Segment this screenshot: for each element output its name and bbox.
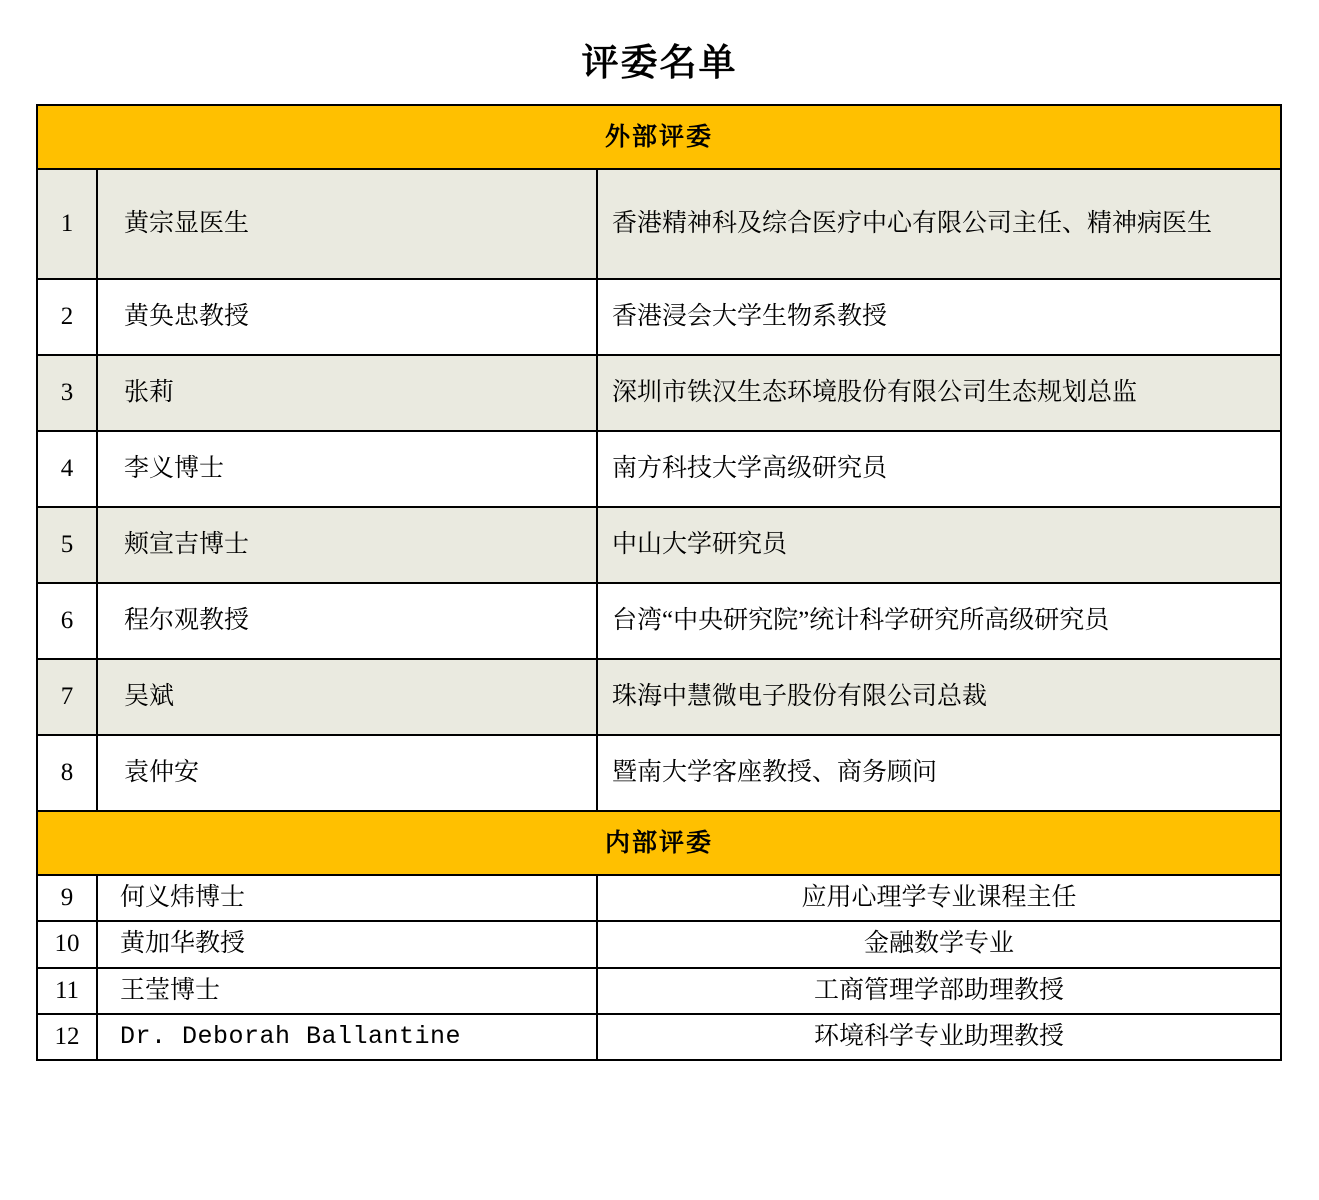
judges-table (36, 104, 1282, 1061)
row-description: 环境科学专业助理教授 (597, 1014, 1281, 1060)
row-number: 6 (37, 583, 97, 659)
row-description: 深圳市铁汉生态环境股份有限公司生态规划总监 (597, 355, 1281, 431)
row-number: 11 (37, 968, 97, 1014)
row-name: 何义炜博士 (97, 875, 597, 921)
row-number: 10 (37, 921, 97, 967)
row-number: 12 (37, 1014, 97, 1060)
row-description: 香港精神科及综合医疗中心有限公司主任、精神病医生 (597, 169, 1281, 279)
row-description: 金融数学专业 (597, 921, 1281, 967)
table-row (37, 431, 1281, 507)
row-description: 珠海中慧微电子股份有限公司总裁 (597, 659, 1281, 735)
row-name: 黄奂忠教授 (97, 279, 597, 355)
table-row (37, 279, 1281, 355)
row-name: 张莉 (97, 355, 597, 431)
table-row (37, 355, 1281, 431)
table-row (37, 1014, 1281, 1060)
row-description: 南方科技大学高级研究员 (597, 431, 1281, 507)
row-number: 2 (37, 279, 97, 355)
table-row (37, 583, 1281, 659)
row-number: 7 (37, 659, 97, 735)
row-description: 台湾“中央研究院”统计科学研究所高级研究员 (597, 583, 1281, 659)
row-number: 9 (37, 875, 97, 921)
row-name: 吴斌 (97, 659, 597, 735)
judges-table-container (0, 104, 1319, 1061)
table-row (37, 921, 1281, 967)
row-name: Dr. Deborah Ballantine (97, 1014, 597, 1060)
row-description: 中山大学研究员 (597, 507, 1281, 583)
row-description: 工商管理学部助理教授 (597, 968, 1281, 1014)
row-name: 黄宗显医生 (97, 169, 597, 279)
table-row (37, 169, 1281, 279)
table-row (37, 968, 1281, 1014)
page-title: 评委名单 (581, 42, 738, 83)
row-description: 香港浸会大学生物系教授 (597, 279, 1281, 355)
row-name: 王莹博士 (97, 968, 597, 1014)
section-header-label: 外部评委 (37, 105, 1281, 169)
row-name: 李义博士 (97, 431, 597, 507)
table-row (37, 875, 1281, 921)
section-header-external (37, 105, 1281, 169)
table-row (37, 735, 1281, 811)
table-row (37, 507, 1281, 583)
row-name: 袁仲安 (97, 735, 597, 811)
row-number: 1 (37, 169, 97, 279)
row-name: 黄加华教授 (97, 921, 597, 967)
row-name: 程尔观教授 (97, 583, 597, 659)
row-number: 4 (37, 431, 97, 507)
section-header-label: 内部评委 (37, 811, 1281, 875)
row-number: 5 (37, 507, 97, 583)
row-name: 颊宣吉博士 (97, 507, 597, 583)
section-header-internal (37, 811, 1281, 875)
row-number: 8 (37, 735, 97, 811)
row-number: 3 (37, 355, 97, 431)
table-row (37, 659, 1281, 735)
row-description: 应用心理学专业课程主任 (597, 875, 1281, 921)
row-description: 暨南大学客座教授、商务顾问 (597, 735, 1281, 811)
